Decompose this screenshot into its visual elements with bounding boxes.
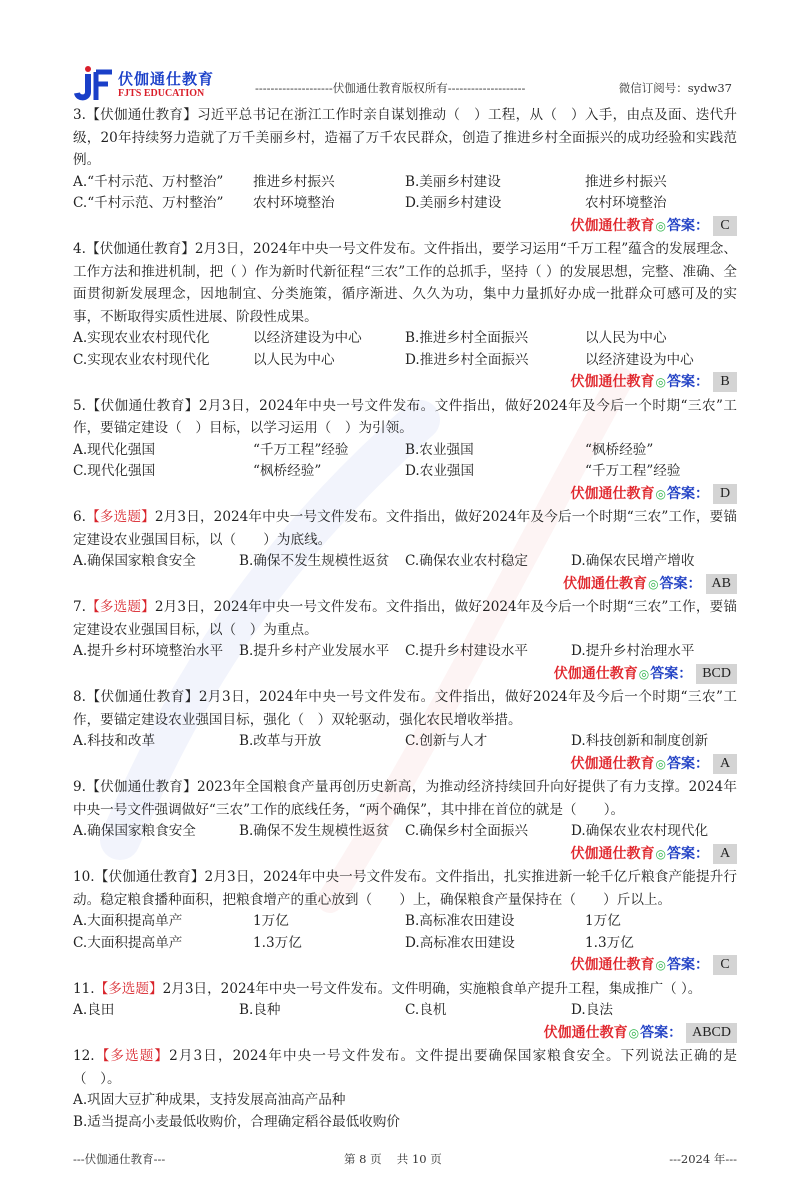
circle-icon: ◎ [655,756,666,771]
answer-label: 答案： [667,485,709,502]
question-8 [73,686,737,775]
option-row [73,911,737,933]
option-text-2: 以经济建设为中心 [253,330,362,346]
question-stem [73,866,737,911]
option-row [73,461,737,483]
option-text: A.现代化强国 [73,441,156,458]
answer-value: ABCD [686,1023,737,1043]
question-tag: 【多选题】 [85,509,155,525]
option-row [73,172,737,194]
question-5 [73,395,737,506]
circle-icon: ◎ [638,666,650,681]
option-B: B.确保不发生规模性返贫 [239,823,390,839]
option-row [73,641,737,663]
question-stem [73,238,737,328]
option-text: D.高标准农田建设 [405,934,515,951]
answer-value: C [713,216,737,236]
answer-label: 答案： [667,755,709,772]
question-tag: 【伏伽通仕教育】 [85,689,199,705]
question-stem [73,395,737,440]
answer-value: D [713,484,737,504]
option-text-2: “千万工程”经验 [253,441,349,458]
option-B: B.改革与开放 [239,733,322,749]
option-B: B.适当提高小麦最低收购价，合理确定稻谷最低收购价 [73,1113,400,1130]
question-7 [73,596,737,685]
circle-icon: ◎ [628,1025,640,1040]
question-stem [73,104,737,172]
footer-page: 第 8 页 共 10 页 [344,1152,442,1166]
question-number: 5. [73,397,86,414]
answer-label: 答案： [640,1024,683,1041]
option-text-2: “千万工程”经验 [585,463,681,479]
option-C: C.确保农业农村稳定 [405,553,528,569]
option-row [73,731,737,753]
question-text: 2月3日，2024年中央一号文件发布。文件指出，做好2024年及今后一个时期“三农”工作，要锚定建设农业强国目标，强化（ ）双轮驱动，强化农民增收举措。 [73,689,737,728]
option-text-2: 以经济建设为中心 [585,351,694,368]
question-number: 4. [73,241,86,257]
option-text-2: 1.3万亿 [253,934,302,951]
question-tag: 【多选题】 [94,1048,170,1064]
option-text-2: 以人民为中心 [585,330,667,346]
option-text-2: “枫桥经验” [585,441,654,458]
circle-icon: ◎ [648,576,659,591]
answer-row [73,1022,737,1045]
option-text: D.农业强国 [405,463,475,479]
question-6 [73,506,737,595]
logo-mark-icon [74,66,114,102]
option-A: A.确保国家粮食安全 [73,823,196,839]
answer-row [73,483,737,506]
answer-brand: 伏伽通仕教育 [563,575,648,592]
question-tag: 【多选题】 [85,599,155,615]
option-C: C.确保乡村全面振兴 [405,823,528,839]
page-footer [73,1151,737,1169]
option-text: C.大面积提高单产 [73,934,183,951]
answer-row [73,753,737,776]
answer-label: 答案： [667,374,709,390]
header-copyright: --------------------伏伽通仕教育版权所有-------------------- [255,81,526,95]
answer-value: A [713,844,737,864]
answer-brand: 伏伽通仕教育 [553,665,638,682]
answer-value: A [713,754,737,774]
answer-brand: 伏伽通仕教育 [570,755,655,772]
option-B [405,172,737,194]
page-header [0,0,800,100]
answer-row [73,954,737,977]
option-row [73,193,737,215]
option-row [73,350,737,372]
answer-value: B [713,372,737,392]
option-B [405,440,737,462]
answer-label: 答案： [667,845,709,862]
question-text: 2月3日，2024年中央一号文件发布。文件指出，做好2024年及今后一个时期“三农”工作，要锚定建设农业强国目标，以（ ）为底线。 [73,509,738,548]
question-number: 9. [73,779,86,795]
option-row [73,933,737,955]
question-text: 2月3日，2024年中央一号文件发布。文件指出，做好2024年及今后一个时期“三农”工作，要锚定建设农业强国目标，以（ ）为重点。 [73,599,738,638]
option-A [73,440,405,462]
answer-brand: 伏伽通仕教育 [570,957,655,973]
option-D: D.良法 [571,1002,613,1018]
option-row [73,1090,737,1112]
option-text-2: “枫桥经验” [253,463,322,479]
question-text: 2023年全国粮食产量再创历史新高，为推动经济持续回升向好提供了有力支撑。2024年中央一号文件强调做好“三农”工作的底线任务，“两个确保”，其中排在首位的就是（ ）。 [73,779,738,818]
answer-row [73,843,737,866]
option-text: C.现代化强国 [73,463,156,479]
question-text: 2月3日，2024年中央一号文件发布。文件指出，要学习运用“千万工程”蕴含的发展理念、工作方法和推进机制，把（ ）作为新时代新征程“三农”工作的总抓手，坚持（ ）的发展思想，完整、准确、全面贯彻新发展理念，因地制宜、分类施策，循序渐进、久久为功，集中力量抓好办成一批群众可感可及的实事，不断取得实质性进展、阶段性成果。 [73,241,738,325]
option-D: D.确保农民增产增收 [571,553,695,569]
question-number: 11. [73,980,95,997]
option-text-2: 以人民为中心 [253,351,335,368]
question-stem [73,506,737,551]
answer-row [73,371,737,394]
option-D: D.科技创新和制度创新 [571,733,709,749]
question-tag: 【伏伽通仕教育】 [94,869,205,885]
option-C [73,350,405,372]
answer-row [73,663,737,686]
option-text: C.实现农业农村现代化 [73,351,210,368]
option-text: A.“千村示范、万村整治” [73,173,224,190]
option-text: C.“千村示范、万村整治” [73,195,224,211]
option-B: B.良种 [239,1002,281,1018]
question-11 [73,978,737,1045]
option-text: B.推进乡村全面振兴 [405,330,529,346]
answer-label: 答案： [667,217,709,234]
option-A [73,172,405,194]
question-text: 2月3日，2024年中央一号文件发布。文件指出，扎实推进新一轮千亿斤粮食产能提升行动。稳定粮食播种面积，把粮食增产的重心放到（ ）上，确保粮食产量保持在（ ）斤以上。 [73,869,738,908]
option-text: A.大面积提高单产 [73,913,183,929]
option-A [73,328,405,350]
question-text: 2月3日，2024年中央一号文件发布。文件提出要确保国家粮食安全。下列说法正确的是（ ）。 [73,1048,738,1087]
option-text-2: 农村环境整治 [585,195,667,211]
question-number: 7. [73,599,86,615]
question-4 [73,238,737,394]
option-A: A.确保国家粮食安全 [73,553,196,569]
answer-label: 答案： [659,575,702,592]
option-B: B.提升乡村产业发展水平 [239,643,390,659]
question-number: 3. [73,107,86,123]
option-A: A.科技和改革 [73,733,156,749]
answer-brand: 伏伽通仕教育 [570,217,655,234]
option-text: A.实现农业农村现代化 [73,330,210,346]
answer-brand: 伏伽通仕教育 [570,485,655,502]
question-stem [73,1045,737,1090]
option-text-2: 推进乡村振兴 [585,173,667,190]
answer-value: AB [706,574,737,594]
option-text: B.高标准农田建设 [405,913,515,929]
option-C [73,933,405,955]
question-number: 12. [73,1048,95,1064]
circle-icon: ◎ [655,375,666,389]
answer-label: 答案： [650,665,693,682]
answer-row [73,215,737,238]
question-tag: 【伏伽通仕教育】 [85,779,197,795]
question-tag: 【伏伽通仕教育】 [85,107,198,123]
circle-icon: ◎ [655,486,666,501]
option-text-2: 1万亿 [253,913,289,929]
option-D [405,350,737,372]
logo-en: FJTS EDUCATION [118,88,205,99]
answer-value: C [713,955,737,975]
option-D: D.提升乡村治理水平 [571,643,695,659]
option-D [405,193,737,215]
option-text-2: 农村环境整治 [253,195,335,211]
option-C: C.创新与人才 [405,733,488,749]
option-B [405,911,737,933]
question-stem [73,686,737,731]
option-D: D.确保农业农村现代化 [571,823,709,839]
circle-icon: ◎ [655,958,666,972]
question-tag: 【多选题】 [94,980,163,997]
option-text-2: 1.3万亿 [585,934,634,951]
question-12 [73,1045,737,1133]
question-3 [73,104,737,237]
option-C [73,461,405,483]
option-row [73,1112,737,1134]
answer-brand: 伏伽通仕教育 [570,845,655,862]
answer-value: BCD [696,664,737,684]
question-stem [73,596,737,641]
option-row [73,821,737,843]
question-number: 8. [73,689,86,705]
option-C [73,193,405,215]
option-text: B.农业强国 [405,441,474,458]
option-A: A.提升乡村环境整治水平 [73,643,224,659]
option-C: C.良机 [405,1002,447,1018]
option-C: C.提升乡村建设水平 [405,643,528,659]
circle-icon: ◎ [655,846,666,861]
option-text: D.推进乡村全面振兴 [405,351,529,368]
answer-brand: 伏伽通仕教育 [543,1024,628,1041]
footer-left: ---伏伽通仕教育--- [73,1152,166,1166]
option-D [405,933,737,955]
question-9 [73,776,737,865]
question-10 [73,866,737,977]
question-stem [73,776,737,821]
option-B [405,328,737,350]
answer-row [73,573,737,596]
question-stem [73,978,737,1001]
logo-cn: 伏伽通仕教育 [118,70,215,88]
option-A: A.良田 [73,1002,115,1018]
option-row [73,1000,737,1022]
option-row [73,551,737,573]
answer-label: 答案： [667,957,709,973]
question-text: 习近平总书记在浙江工作时亲自谋划推动（ ）工程，从（ ）入手，由点及面、迭代升级，20年持续努力造就了万千美丽乡村，造福了万千农民群众，创造了推进乡村全面振兴的成功经验和实践范例。 [73,107,738,168]
option-A [73,911,405,933]
header-wechat: 微信订阅号：sydw37 [618,81,732,95]
question-text: 2月3日，2024年中央一号文件发布。文件明确，实施粮食单产提升工程，集成推广（ ）。 [162,980,702,997]
footer-right: ---2024 年--- [669,1152,737,1166]
option-row [73,440,737,462]
option-text-2: 推进乡村振兴 [253,173,335,190]
question-number: 10. [73,869,95,885]
question-tag: 【伏伽通仕教育】 [85,397,199,414]
circle-icon: ◎ [655,218,666,233]
question-tag: 【伏伽通仕教育】 [85,241,195,257]
option-text-2: 1万亿 [585,913,621,929]
option-D [405,461,737,483]
option-text: D.美丽乡村建设 [405,195,502,211]
question-number: 6. [73,509,86,525]
option-A: A.巩固大豆扩种成果，支持发展高油高产品种 [73,1092,346,1108]
answer-brand: 伏伽通仕教育 [570,374,655,390]
question-text: 2月3日，2024年中央一号文件发布。文件指出，做好2024年及今后一个时期“三农”工作，要锚定建设（ ）目标，以学习运用（ ）为引领。 [73,397,737,436]
option-text: B.美丽乡村建设 [405,173,501,190]
option-row [73,328,737,350]
option-B: B.确保不发生规模性返贫 [239,553,390,569]
question-list [73,100,737,1133]
